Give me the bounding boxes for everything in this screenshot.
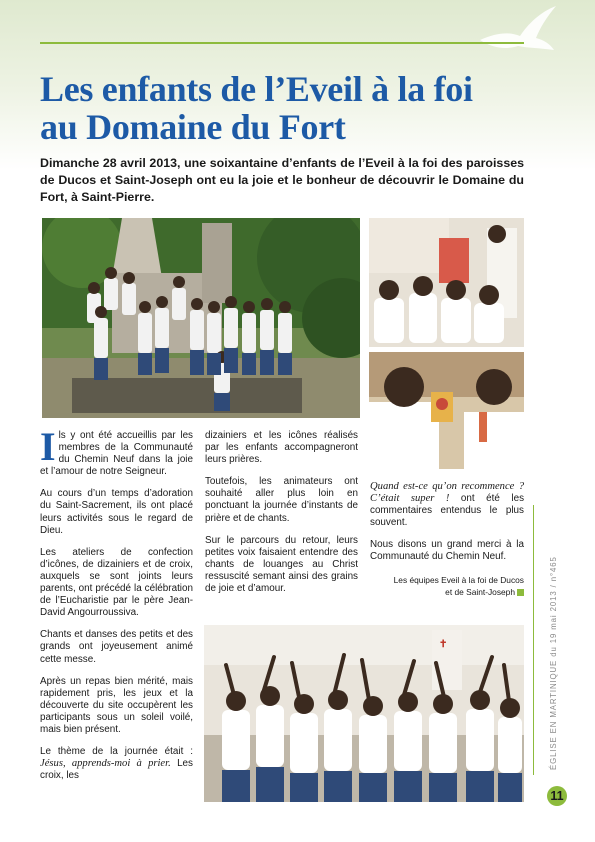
paragraph: dizainiers et les icônes réalisés par les enfants accompagneront leurs prières. <box>205 430 358 466</box>
celebration-photo <box>204 625 524 802</box>
paragraph: Les ateliers de confection d’icônes, de dizainiers et de croix, auxquels se sont joints leurs parents, ont précédé la célébration de l’Eucharistie par le père Jean-David Angourroussiva. <box>40 546 193 619</box>
footer-rule <box>533 505 534 775</box>
article-column-3 <box>370 481 524 608</box>
article-title <box>40 70 473 146</box>
signature <box>370 574 524 598</box>
signature-line-1: Les équipes Eveil à la foi de Ducos <box>393 574 524 585</box>
children-quote: Quand est-ce qu’on recommence ? C’était super ! <box>370 481 524 505</box>
page-number: 11 <box>547 786 567 806</box>
paragraph: Sur le parcours du retour, leurs petites voix faisaient entendre des chants de louanges au Christ ressuscité semant ainsi des grains de joie et d’amour. <box>205 534 358 595</box>
theme-quote: Jésus, apprends-moi à prier. <box>40 758 171 770</box>
paragraph <box>370 481 524 529</box>
paragraph: Nous disons un grand merci à la Communauté du Chemin Neuf. <box>370 539 524 563</box>
article-column-2 <box>205 430 358 605</box>
header-rule <box>40 42 524 44</box>
title-line-1: Les enfants de l’Eveil à la foi <box>40 69 473 109</box>
group-photo <box>42 218 360 418</box>
end-square-icon <box>517 589 524 596</box>
paragraph: Au cours d’un temps d’adoration du Saint-Sacrement, ils ont placé leurs activités sous le regard de Dieu. <box>40 488 193 536</box>
paragraph <box>40 424 193 478</box>
dove-icon <box>470 2 560 62</box>
svg-text:✝: ✝ <box>439 639 448 650</box>
paragraph-text: ont été les commentaires entendus le plus souvent. <box>370 493 525 529</box>
theme-intro: Le thème de la journée était : <box>40 746 193 758</box>
paragraph <box>40 746 193 782</box>
title-line-2: au Domaine du Fort <box>40 107 346 147</box>
signature-line-2: et de Saint-Joseph <box>445 586 515 597</box>
priest-photo <box>369 218 524 347</box>
paragraph-text: ls y ont été accueillis par les membres de la Communauté du Chemin Neuf dans la joie et l’amour de notre Seigneur. <box>40 430 193 478</box>
article-lead: Dimanche 28 avril 2013, une soixantaine d’enfants de l’Eveil à la foi des paroisses de Ducos et Saint-Joseph ont eu la joie et le bonheur de découvrir le Domaine du Fort, à Saint-Pierre. <box>40 156 524 204</box>
publication-info: ÉGLISE EN MARTINIQUE du 19 mai 2013 / n°465 <box>549 556 558 770</box>
article-column-1 <box>40 424 193 792</box>
paragraph: Chants et danses des petits et des grands ont joyeusement animé cette messe. <box>40 629 193 665</box>
drop-cap: I <box>40 424 56 469</box>
paragraph: Après un repas bien mérité, mais rapidement pris, les jeux et la découverte du site occupèrent les participants sous un soleil voilé, mais bien présent. <box>40 675 193 735</box>
paragraph: Toutefois, les animateurs ont souhaité aller plus loin en ponctuant la journée d’instants de prière et de chants. <box>205 476 358 524</box>
paragraph-text: Les croix, les <box>40 758 193 782</box>
icons-workshop-photo <box>369 352 524 469</box>
